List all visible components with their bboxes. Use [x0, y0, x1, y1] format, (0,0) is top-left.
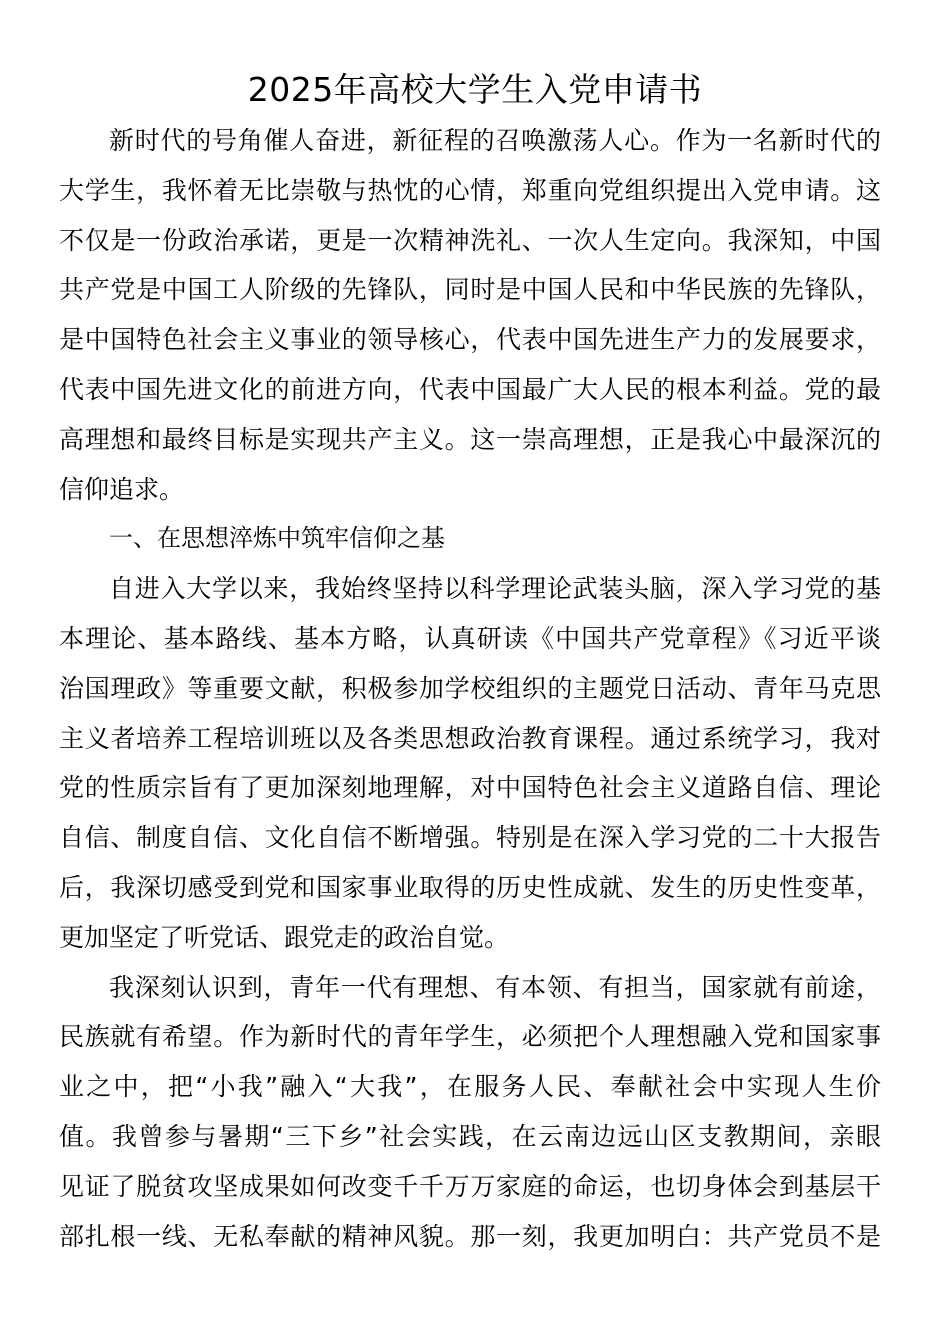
section-heading: 一、在思想淬炼中筑牢信仰之基	[109, 524, 445, 553]
text-line: 自进入大学以来，我始终坚持以科学理论武装头脑，深入学习党的基	[109, 574, 881, 604]
text-line: 共产党是中国工人阶级的先锋队，同时是中国人民和中华民族的先锋队，	[59, 275, 881, 305]
text-line: 党的性质宗旨有了更加深刻地理解，对中国特色社会主义道路自信、理论	[59, 773, 881, 803]
paragraph-thought	[59, 564, 881, 962]
text-line: 是中国特色社会主义事业的领导核心，代表中国先进生产力的发展要求，	[59, 325, 881, 355]
text-line: 值。我曾参与暑期“三下乡”社会实践，在云南边远山区支教期间，亲眼	[59, 1121, 881, 1151]
text-line: 后，我深切感受到党和国家事业取得的历史性成就、发生的历史性变革，	[59, 872, 881, 902]
text-line: 本理论、基本路线、基本方略，认真研读《中国共产党章程》《习近平谈	[59, 623, 881, 653]
text-line: 业之中，把“小我”融入“大我”，在服务人民、奉献社会中实现人生价	[59, 1072, 881, 1102]
text-line: 自信、制度自信、文化自信不断增强。特别是在深入学习党的二十大报告	[59, 823, 881, 853]
text-line: 新时代的号角催人奋进，新征程的召唤激荡人心。作为一名新时代的	[109, 126, 881, 155]
paragraph-youth	[59, 963, 881, 1262]
text-line: 更加坚定了听党话、跟党走的政治自觉。	[59, 922, 510, 952]
text-line: 不仅是一份政治承诺，更是一次精神洗礼、一次人生定向。我深知，中国	[59, 225, 881, 255]
text-line: 我深刻认识到，青年一代有理想、有本领、有担当，国家就有前途，	[109, 972, 881, 1002]
paragraph-intro	[59, 116, 881, 514]
text-line: 代表中国先进文化的前进方向，代表中国最广大人民的根本利益。党的最	[59, 374, 881, 404]
text-line: 治国理政》等重要文献，积极参加学校组织的主题党日活动、青年马克思	[59, 673, 881, 703]
text-line: 高理想和最终目标是实现共产主义。这一崇高理想，正是我心中最深沉的	[59, 424, 881, 454]
document-title: 2025年高校大学生入党申请书	[247, 70, 703, 109]
text-line: 大学生，我怀着无比崇敬与热忱的心情，郑重向党组织提出入党申请。这	[59, 175, 881, 205]
text-line: 见证了脱贫攻坚成果如何改变千千万万家庭的命运，也切身体会到基层干	[59, 1171, 881, 1201]
document-body	[59, 116, 881, 1261]
text-line: 部扎根一线、无私奉献的精神风貌。那一刻，我更加明白：共产党员不是	[59, 1221, 881, 1251]
text-line: 民族就有希望。作为新时代的青年学生，必须把个人理想融入党和国家事	[59, 1022, 881, 1052]
text-line: 主义者培养工程培训班以及各类思想政治教育课程。通过系统学习，我对	[59, 723, 881, 753]
text-line: 信仰追求。	[59, 474, 185, 504]
